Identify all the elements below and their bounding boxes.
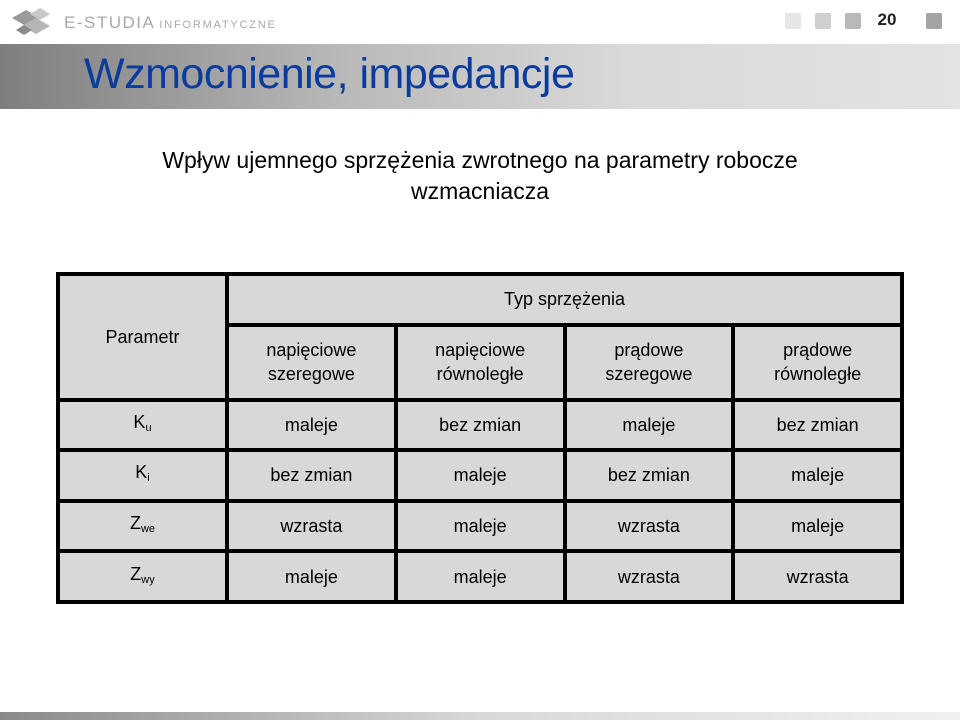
table-cell: bez zmian <box>735 402 900 449</box>
parameter-subscript: i <box>147 472 150 485</box>
row-parameter <box>60 503 225 550</box>
column-header <box>567 327 732 398</box>
parameter-symbol: Z <box>130 563 142 584</box>
table-cell: maleje <box>229 402 394 449</box>
nav-last-button[interactable] <box>926 13 942 29</box>
header-parameter: Parametr <box>60 276 225 398</box>
table-cell: wzrasta <box>229 503 394 550</box>
table-cell: maleje <box>735 503 900 550</box>
logo-mark-icon <box>10 4 60 40</box>
table-cell: bez zmian <box>229 452 394 499</box>
row-parameter <box>60 553 225 600</box>
brand-subtitle: INFORMATYCZNE <box>159 19 277 31</box>
page-number: 20 <box>877 10 897 29</box>
table-cell: maleje <box>398 503 563 550</box>
parameter-subscript: we <box>140 523 156 536</box>
header-feedback-type: Typ sprzężenia <box>229 276 900 323</box>
parameter-symbol: Z <box>129 513 141 534</box>
table-cell: maleje <box>398 452 563 499</box>
nav-first-button[interactable] <box>785 13 801 29</box>
subtitle-line-2: wzmacniacza <box>410 178 550 204</box>
table-cell: wzrasta <box>567 503 732 550</box>
column-header-line2: równoległe <box>436 364 524 385</box>
parameter-symbol: K <box>133 411 146 432</box>
logo <box>10 4 277 40</box>
column-header <box>229 327 394 398</box>
nav-square-icon <box>926 13 942 29</box>
column-header-line2: szeregowe <box>267 364 355 385</box>
nav-prev-button[interactable] <box>815 13 831 29</box>
table-header-row <box>60 276 900 323</box>
table-row <box>60 402 900 449</box>
brand-name: E-STUDIA <box>64 13 156 32</box>
column-header-line2: równoległe <box>774 364 862 385</box>
slide-subtitle <box>80 145 880 207</box>
table-cell: maleje <box>567 402 732 449</box>
table-row <box>60 452 900 499</box>
logo-text <box>64 13 277 33</box>
table-cell: bez zmian <box>567 452 732 499</box>
table-cell: bez zmian <box>398 402 563 449</box>
row-parameter <box>60 402 225 449</box>
table-cell: wzrasta <box>567 553 732 600</box>
row-parameter <box>60 452 225 499</box>
feedback-parameters-table <box>56 272 904 604</box>
column-header-line1: napięciowe <box>266 340 357 361</box>
column-header-line1: prądowe <box>783 340 853 361</box>
column-header <box>398 327 563 398</box>
column-header-line1: napięciowe <box>435 340 526 361</box>
nav-next-button[interactable] <box>845 13 861 29</box>
footer-bar <box>0 712 960 720</box>
parameter-symbol: K <box>135 462 148 483</box>
nav-square-icon <box>815 13 831 29</box>
parameter-subscript: wy <box>141 573 155 586</box>
table-cell: maleje <box>735 452 900 499</box>
nav-square-icon <box>785 13 801 29</box>
table-cell: maleje <box>398 553 563 600</box>
nav-square-icon <box>845 13 861 29</box>
column-header-line1: prądowe <box>614 340 684 361</box>
slide-title: Wzmocnienie, impedancje <box>84 50 575 98</box>
subtitle-line-1: Wpływ ujemnego sprzężenia zwrotnego na parametry robocze <box>162 147 798 173</box>
table-cell: wzrasta <box>735 553 900 600</box>
column-header <box>735 327 900 398</box>
table-row <box>60 503 900 550</box>
parameter-subscript: u <box>145 421 152 434</box>
column-header-line2: szeregowe <box>605 364 693 385</box>
table-row <box>60 553 900 600</box>
table-cell: maleje <box>229 553 394 600</box>
